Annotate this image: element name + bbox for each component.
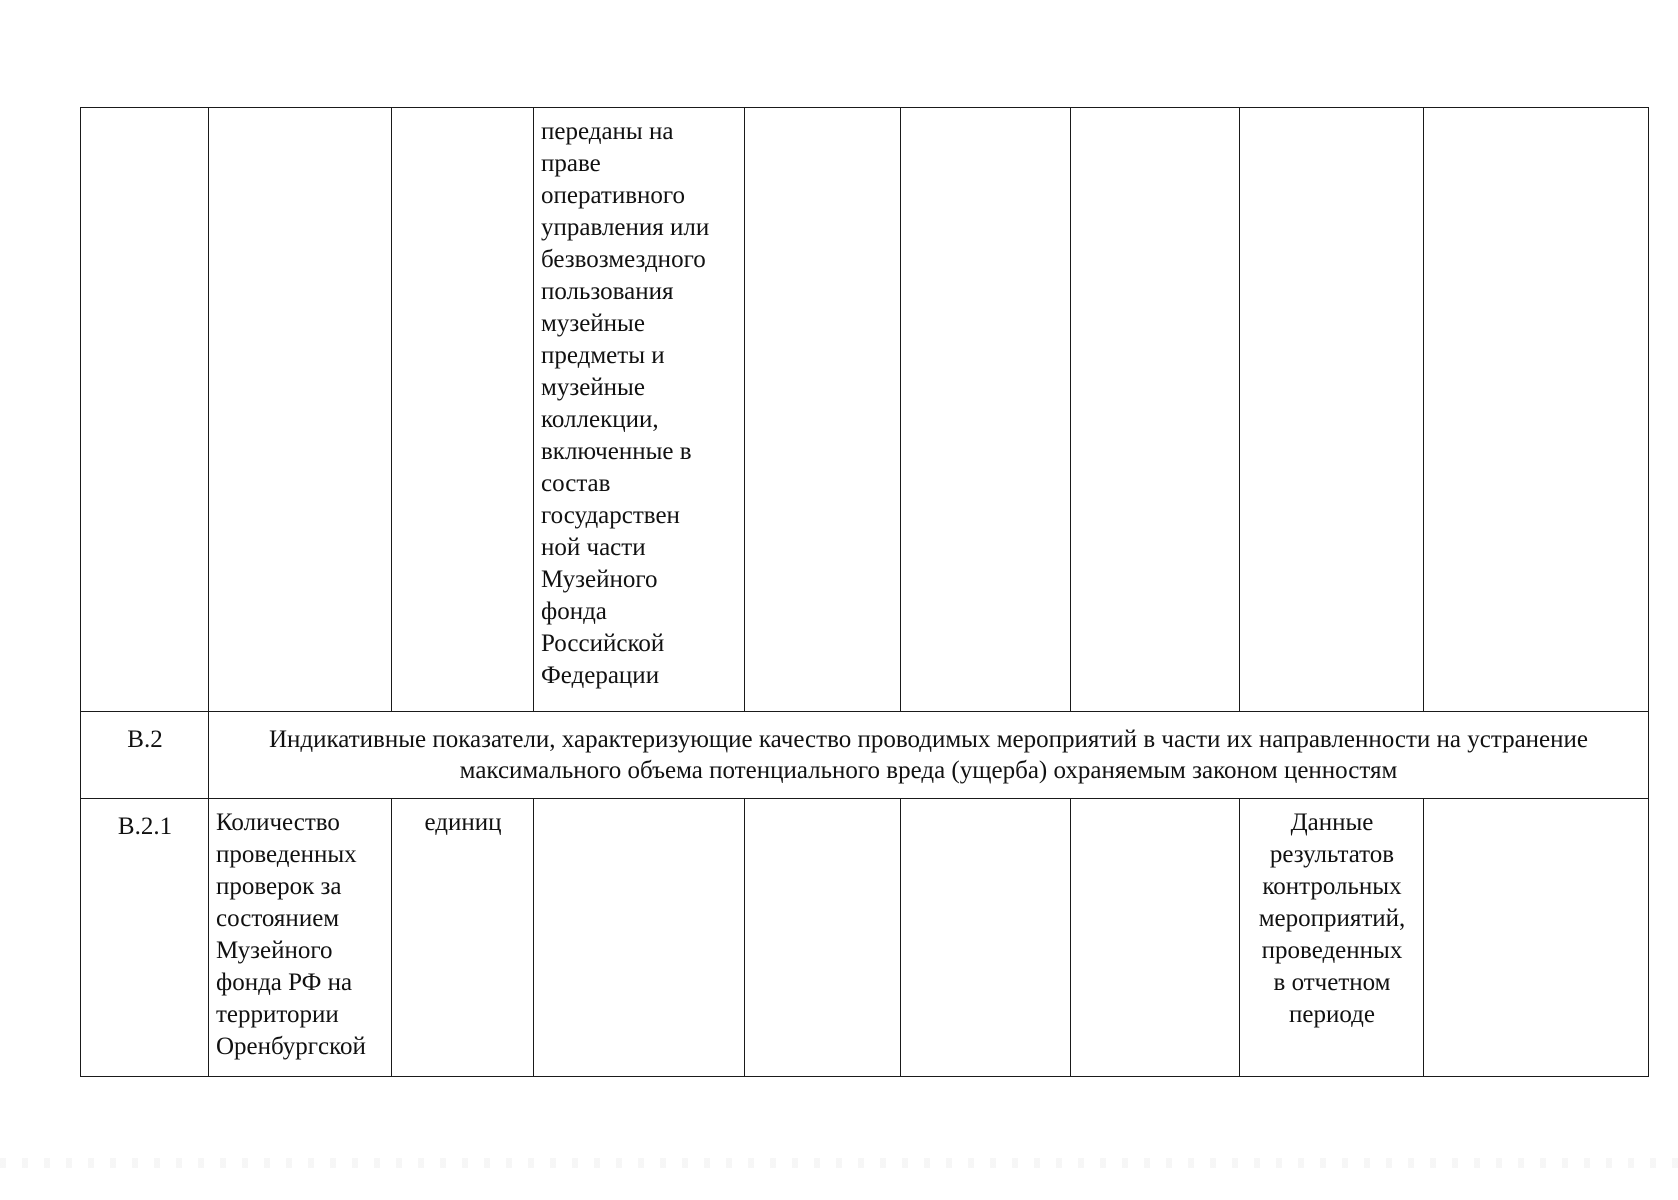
- indicator-unit: единиц: [424, 809, 502, 836]
- cell-empty-7: [1071, 108, 1240, 712]
- cell-indicator-source: [1240, 799, 1424, 1077]
- cell-indicator-number: [81, 799, 209, 1077]
- cell-empty-d5: [745, 799, 901, 1077]
- indicator-number: В.2.1: [117, 813, 173, 840]
- cell-empty-d9: [1424, 799, 1649, 1077]
- cell-number-empty: [81, 108, 209, 712]
- cell-empty-6: [901, 108, 1071, 712]
- cell-name-empty: [209, 108, 392, 712]
- cell-section-number: [81, 712, 209, 799]
- indicator-table: [80, 107, 1649, 1077]
- cell-indicator-name: [209, 799, 392, 1077]
- cell-empty-d4: [534, 799, 745, 1077]
- cell-empty-9: [1424, 108, 1649, 712]
- cell-empty-d7: [1071, 799, 1240, 1077]
- table-row-section: [81, 712, 1649, 799]
- table-row-indicator: [81, 799, 1649, 1077]
- cell-empty-5: [745, 108, 901, 712]
- cell-empty-d6: [901, 799, 1071, 1077]
- cell-unit-empty: [392, 108, 534, 712]
- indicator-name: Количество проведенных проверок за состоянием Музейного фонда РФ на территории Оренбургской: [216, 809, 366, 1060]
- definition-continuation-text: переданы на праве оперативного управления или безвозмездного пользования музейные предметы и музейные коллекции, включенные в состав государствен ной части Музейного фонда Российской Федерации: [541, 118, 710, 689]
- cell-section-title: [209, 712, 1649, 799]
- section-title: Индикативные показатели, характеризующие качество проводимых мероприятий в части их направленности на устранение максимального объема потенциального вреда (ущерба) охраняемым законом ценностям: [268, 726, 1588, 784]
- indicator-source: Данные результатов контрольных мероприятий, проведенных в отчетном периоде: [1258, 809, 1406, 1028]
- table-row-continuation: [81, 108, 1649, 712]
- cell-empty-8: [1240, 108, 1424, 712]
- cell-definition: [534, 108, 745, 712]
- scan-noise: [0, 1158, 1678, 1168]
- section-number: В.2: [127, 726, 163, 753]
- cell-indicator-unit: [392, 799, 534, 1077]
